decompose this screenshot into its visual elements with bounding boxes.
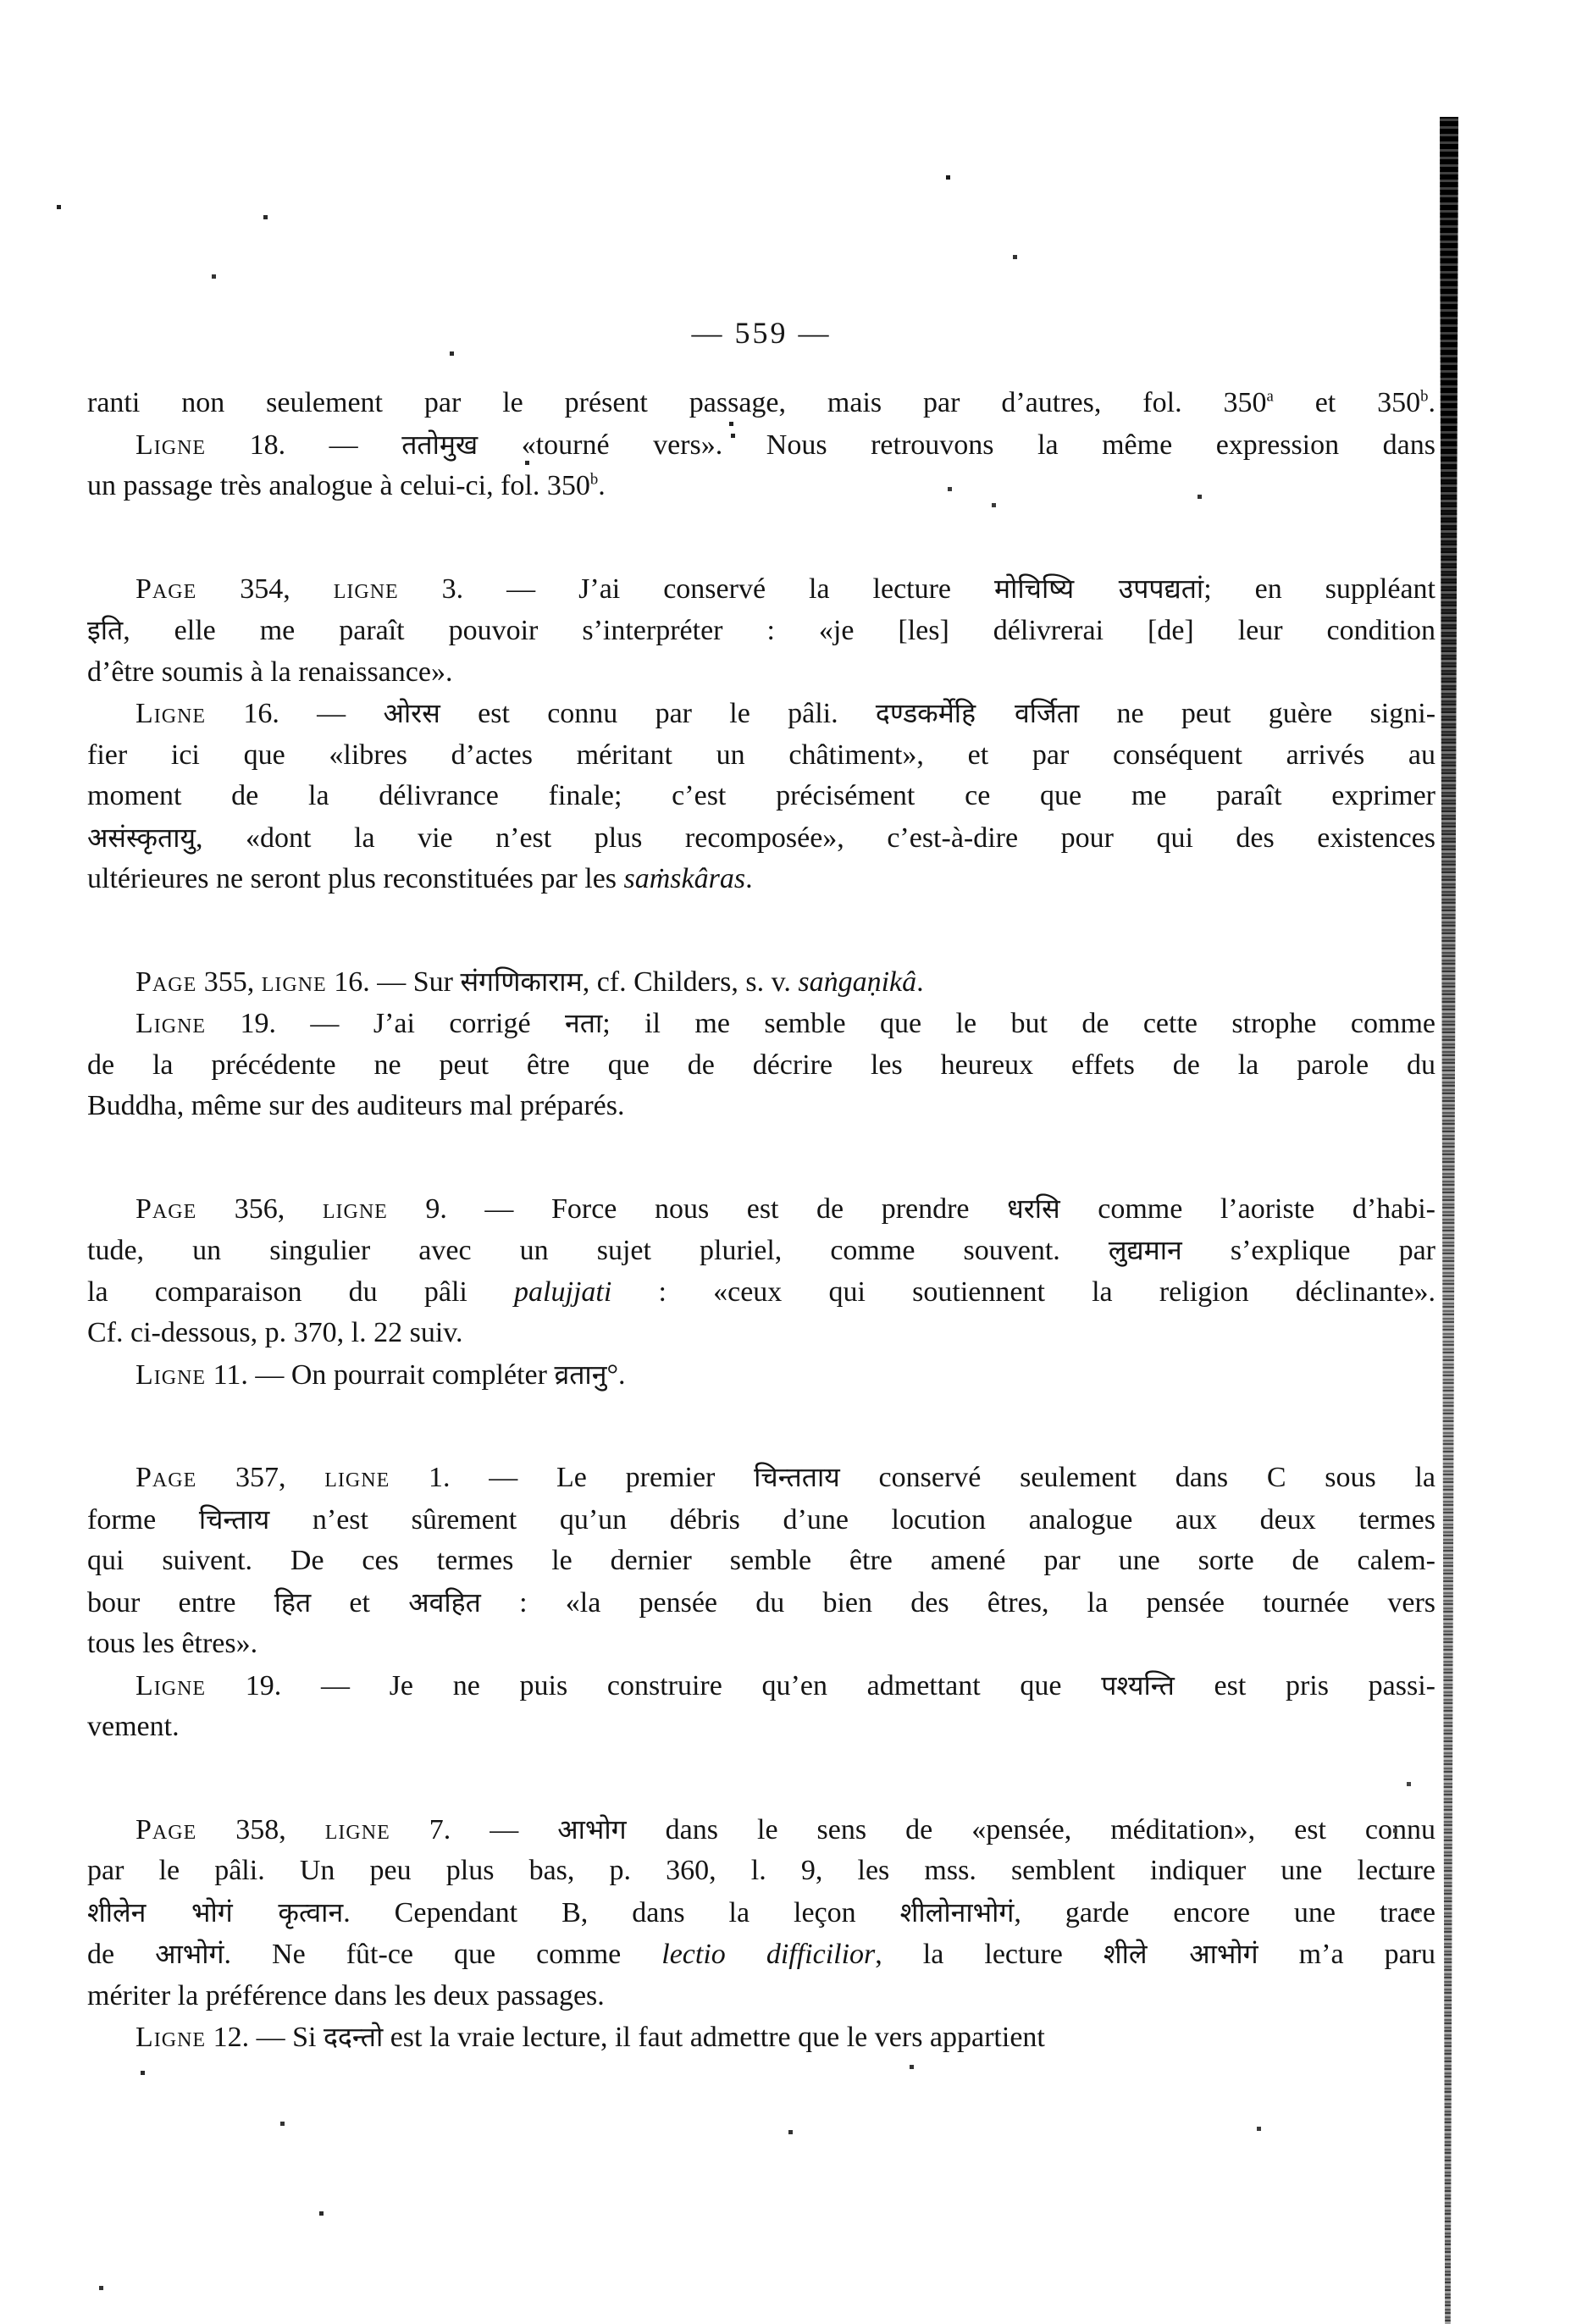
text-line [87,1707,1435,1748]
body-text: 357, [196,1462,325,1493]
text-line [87,961,1435,1004]
body-text: 9. — Force nous est de prendre [387,1192,1008,1225]
devanagari-term: चिन्ताय [198,1502,270,1536]
devanagari-term: धरसि [1007,1192,1060,1225]
smallcaps-label: Ligne [136,1358,207,1391]
paragraph [87,1188,1435,1354]
body-text: , garde encore une trace [1014,1896,1436,1928]
devanagari-term: शीलेन भोगं कृत्वान [87,1895,344,1928]
devanagari-term: संगणिकाराम [460,965,583,998]
smallcaps-label: ligne [324,1813,390,1845]
note-section [87,1457,1435,1748]
body-text: ; en suppléant [1203,573,1435,605]
text-line [87,1851,1435,1892]
body-text: . [598,470,606,501]
body-text: forme [87,1503,199,1536]
devanagari-term: अवहित [408,1585,481,1618]
smallcaps-label: Page [136,1462,197,1493]
text-line [87,735,1435,777]
paragraph [87,1354,1435,1397]
binding-edge-artifact [1440,117,1458,2324]
text-line [87,1809,1435,1851]
body-text: conservé seulement dans C sous la [839,1462,1436,1493]
body-text: n’est sûrement qu’un débris d’une locution analogue aux deux termes [269,1503,1435,1536]
note-section [87,568,1435,900]
italic-term: palujjati [514,1275,612,1308]
body-text: : «ceux qui soutiennent la religion déclinante». [611,1275,1435,1308]
body-text: 3. — J’ai conservé la lecture [398,573,995,605]
body-text: . [745,863,753,894]
text-line [87,1892,1435,1934]
smallcaps-label: Ligne [136,429,207,461]
devanagari-term: लुद्यमान [1108,1234,1182,1266]
devanagari-term: दण्डकर्मेहि वर्जिता [875,697,1080,729]
scan-noise [0,0,3,3]
devanagari-term: इति [87,614,124,646]
note-section [87,961,1435,1127]
text-line [87,466,1435,507]
body-text: est pris passi- [1174,1669,1436,1702]
text-line [87,1313,1435,1354]
text-line [87,1045,1435,1087]
text-line [87,1086,1435,1127]
devanagari-term: हित [274,1585,312,1618]
paragraph [87,424,1435,507]
text-line [87,1541,1435,1582]
text-line [87,652,1435,694]
devanagari-term: नता [565,1007,603,1039]
body-text: ; il me semble que le but de cette strophe comme [602,1008,1435,1039]
note-section [87,383,1435,507]
body-text: est la vraie lecture, il faut admettre que le vers appartient [383,2022,1045,2053]
page-text [87,383,1435,2059]
text-line [87,776,1435,817]
body-text: , «dont la vie n’est plus recomposée», c’est-à-dire pour qui des existences [196,822,1435,854]
paragraph [87,2017,1435,2059]
paragraph [87,961,1435,1004]
paragraph [87,1457,1435,1665]
body-text: dans le sens de «pensée, méditation», est connu [626,1813,1436,1845]
body-text: 19. — Je ne puis construire qu’en admettant que [206,1669,1102,1702]
body-text: et [311,1586,409,1618]
body-text: 358, [196,1813,325,1845]
body-text: et 350 [1273,387,1421,418]
body-text: 12. — Si [206,2022,324,2053]
paragraph [87,693,1435,900]
body-text: 18. — [206,429,402,461]
devanagari-term: असंस्कृतायु [87,821,196,854]
smallcaps-label: Page [136,1813,197,1845]
body-text: 7. — [390,1813,558,1845]
devanagari-term: ततोमुख [401,428,478,461]
text-line [87,1976,1435,2017]
body-text: vement. [87,1711,180,1742]
body-text: 11. — On pourrait compléter [206,1358,555,1391]
body-text: tous les êtres». [87,1628,258,1659]
body-text: , elle me paraît pouvoir s’interpréter : «je [les] délivrerai [de] leur condition [123,615,1435,646]
body-text: 356, [196,1192,323,1225]
body-text: est connu par le pâli. [440,698,876,729]
devanagari-term: ओरस [383,697,440,729]
superscript-folio: a [1266,387,1274,406]
smallcaps-label: Ligne [136,2022,207,2053]
italic-term: saṅgaṇikâ [798,966,917,998]
smallcaps-label: Ligne [136,1008,207,1039]
body-text: . [916,966,924,998]
devanagari-term: शीले आभोगं [1103,1938,1258,1970]
devanagari-term: आभोग [557,1812,627,1845]
text-line [87,1188,1435,1231]
body-text: un passage très analogue à celui-ci, fol. 350 [87,470,590,501]
text-line [87,1499,1435,1541]
body-text: s’explique par [1181,1235,1435,1266]
body-text: 16. — [206,698,384,729]
body-text: , cf. Childers, s. v. [582,966,799,998]
text-line [87,2017,1435,2059]
smallcaps-label: ligne [322,1192,388,1225]
devanagari-term: व्रतानु [554,1358,607,1391]
body-text: la comparaison du pâli [87,1275,515,1308]
devanagari-term: ददन्तो [323,2021,384,2053]
smallcaps-label: ligne [333,573,399,605]
text-line [87,568,1435,611]
body-text: fier ici que «libres d’actes méritant un châtiment», et par conséquent arrivés au [87,739,1435,771]
smallcaps-label: Ligne [136,1669,207,1702]
body-text: m’a paru [1258,1939,1435,1970]
text-line [87,424,1435,467]
smallcaps-label: Page [136,1192,197,1225]
paragraph [87,568,1435,694]
devanagari-term: मोचिष्यि उपपद्यतां [994,572,1204,605]
text-line [87,383,1435,424]
note-section [87,1809,1435,2059]
body-text: 19. — J’ai corrigé [206,1008,565,1039]
paragraph [87,1003,1435,1127]
body-text: 16. — Sur [326,966,461,998]
body-text: . Cependant B, dans la leçon [343,1896,900,1928]
text-line [87,1272,1435,1314]
devanagari-term: चिन्तताय [754,1461,840,1493]
body-text: . [1428,387,1435,418]
text-line [87,1582,1435,1624]
body-text: tude, un singulier avec un sujet pluriel, comme souvent. [87,1235,1109,1266]
body-text: comme l’aoriste d’habi- [1059,1192,1435,1225]
smallcaps-label: Page [136,573,197,605]
body-text: ranti non seulement par le présent passage, mais par d’autres, fol. 350 [87,387,1267,418]
text-line [87,1665,1435,1707]
body-text: d’être soumis à la renaissance». [87,656,453,688]
smallcaps-label: ligne [324,1462,390,1493]
paragraph [87,1665,1435,1748]
body-text: bour entre [87,1586,274,1618]
smallcaps-label: ligne [261,966,327,998]
body-text: «tourné vers». Nous retrouvons la même expression dans [478,429,1435,461]
body-text: mériter la préférence dans les deux passages. [87,1979,605,2011]
body-text: moment de la délivrance finale; c’est précisément ce que me paraît exprimer [87,780,1435,811]
body-text: . Ne fût-ce que comme [224,1939,662,1970]
body-text: , la lecture [875,1939,1104,1970]
body-text: qui suivent. De ces termes le dernier semble être amené par une sorte de calem- [87,1545,1435,1576]
text-line [87,817,1435,860]
text-line [87,693,1435,735]
body-text: ultérieures ne seront plus reconstituées par les [87,863,624,894]
body-text: de [87,1939,156,1970]
text-line [87,610,1435,652]
paragraph [87,1809,1435,2017]
superscript-folio: b [589,470,599,489]
note-section [87,1188,1435,1397]
body-text: 354, [196,573,334,605]
superscript-folio: b [1420,387,1429,406]
page-number: — 559 — [691,316,832,350]
text-line [87,1934,1435,1976]
text-line [87,1624,1435,1665]
text-line [87,859,1435,900]
body-text: Buddha, même sur des auditeurs mal préparés. [87,1090,625,1121]
body-text: 355, [196,966,262,998]
text-line [87,1354,1435,1397]
body-text: par le pâli. Un peu plus bas, p. 360, l. 9, les mss. semblent indiquer une lecture [87,1855,1435,1886]
text-line [87,1003,1435,1045]
body-text: : «la pensée du bien des êtres, la pensée tournée vers [480,1586,1435,1618]
text-line [87,1457,1435,1499]
devanagari-term: शीलोनाभोगं [899,1895,1015,1928]
body-text: °. [606,1358,626,1391]
devanagari-term: पश्यन्ति [1101,1668,1175,1702]
smallcaps-label: Page [136,966,197,998]
body-text: de la précédente ne peut être que de décrire les heureux effets de la parole du [87,1049,1435,1081]
italic-term: lectio difficilior [661,1939,876,1970]
devanagari-term: आभोगं [155,1938,224,1970]
paragraph [87,383,1435,424]
text-line [87,1230,1435,1272]
smallcaps-label: Ligne [136,698,207,729]
body-text: 1. — Le premier [390,1462,755,1493]
body-text: Cf. ci-dessous, p. 370, l. 22 suiv. [87,1317,463,1348]
body-text: ne peut guère signi- [1079,698,1436,729]
italic-term: saṁskâras [623,863,746,894]
